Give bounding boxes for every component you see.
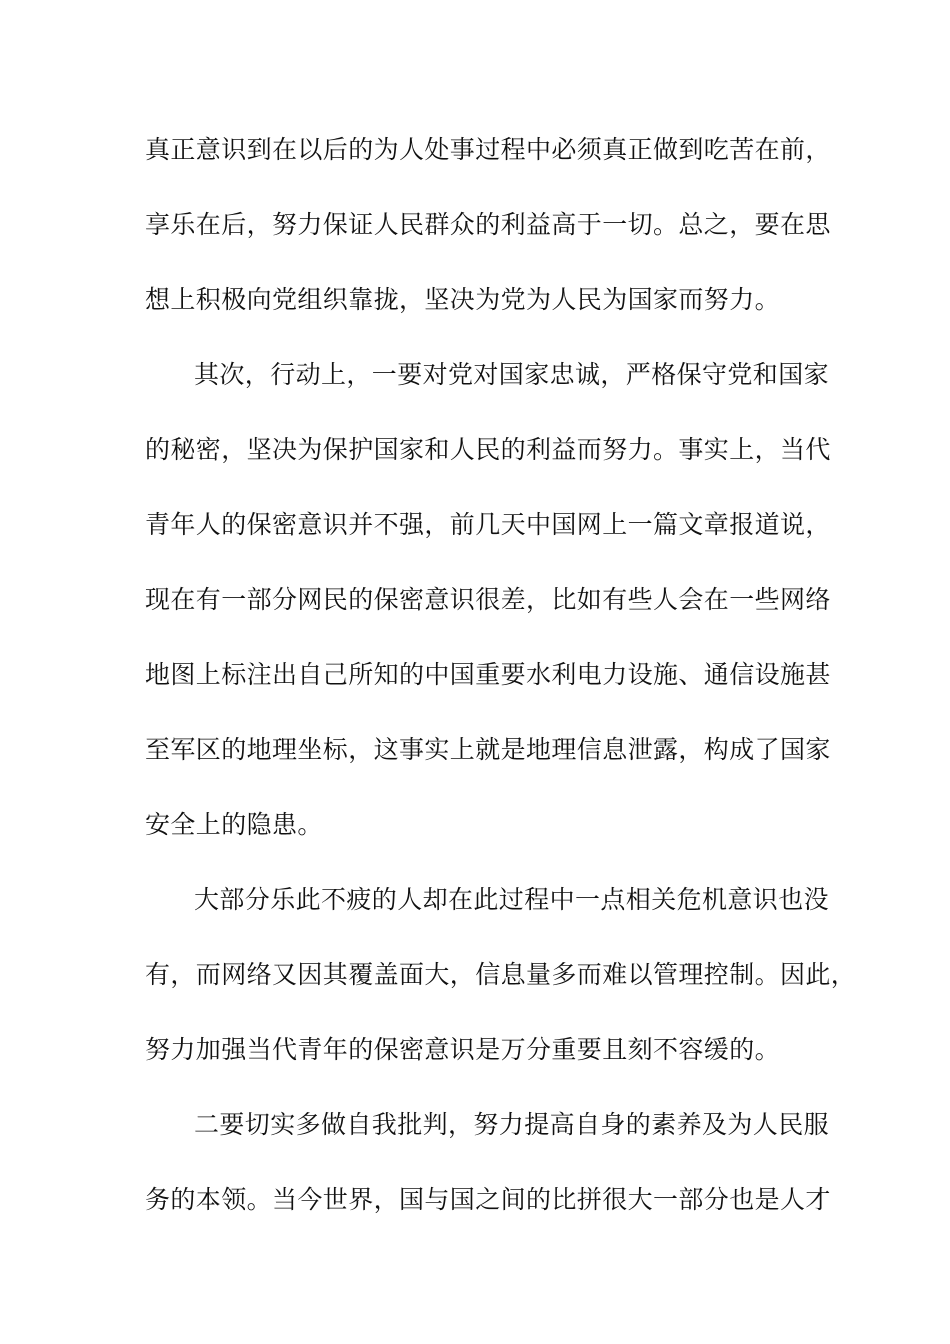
text-line-12: 有，而网络又因其覆盖面大，信息量多而难以管理控制。因此， — [145, 960, 857, 989]
text-line-3: 想上积极向党组织靠拢，坚决为党为人民为国家而努力。 — [145, 285, 781, 314]
text-line-1: 真正意识到在以后的为人处事过程中必须真正做到吃苦在前， — [145, 135, 831, 164]
text-line-7: 现在有一部分网民的保密意识很差，比如有些人会在一些网络 — [145, 585, 831, 614]
text-line-6: 青年人的保密意识并不强，前几天中国网上一篇文章报道说， — [145, 510, 831, 539]
text-line-9: 至军区的地理坐标，这事实上就是地理信息泄露，构成了国家 — [145, 735, 831, 764]
text-line-13: 努力加强当代青年的保密意识是万分重要且刻不容缓的。 — [145, 1035, 781, 1064]
text-line-11: 大部分乐此不疲的人却在此过程中一点相关危机意识也没 — [194, 885, 830, 914]
text-line-10: 安全上的隐患。 — [145, 810, 323, 839]
text-line-14: 二要切实多做自我批判，努力提高自身的素养及为人民服 — [194, 1110, 830, 1139]
text-line-15: 务的本领。当今世界，国与国之间的比拼很大一部分也是人才 — [145, 1185, 831, 1214]
text-line-8: 地图上标注出自己所知的中国重要水利电力设施、通信设施甚 — [145, 660, 831, 689]
text-line-5: 的秘密，坚决为保护国家和人民的利益而努力。事实上，当代 — [145, 435, 831, 464]
text-line-2: 享乐在后，努力保证人民群众的利益高于一切。总之，要在思 — [145, 210, 831, 239]
text-line-4: 其次，行动上，一要对党对国家忠诚，严格保守党和国家 — [194, 360, 830, 389]
